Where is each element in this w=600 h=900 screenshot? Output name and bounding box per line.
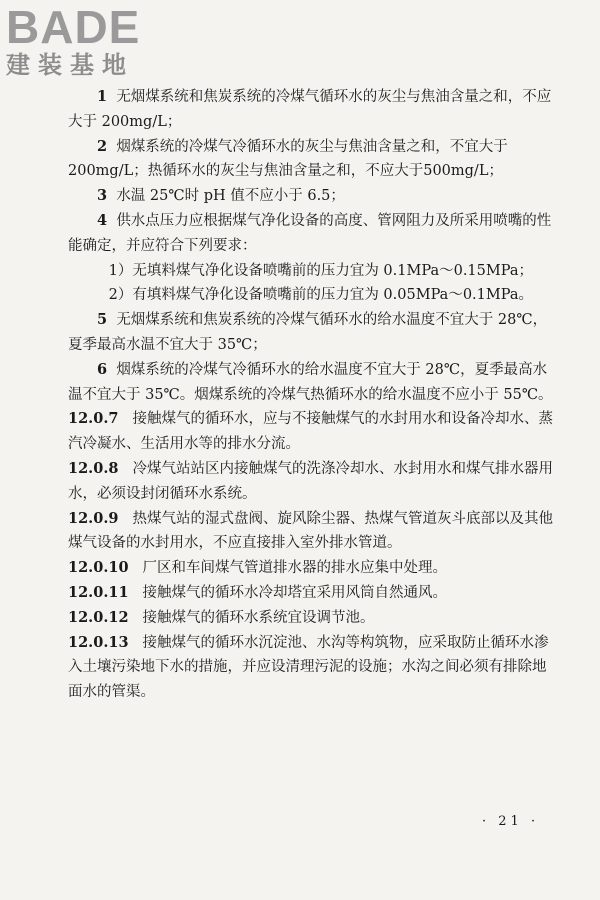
clause: 12.0.13 接触煤气的循环水沉淀池、水沟等构筑物，应采取防止循环水渗入土壤污染地下水的措施，并应设清理污泥的设施；水沟之间必须有排除地面水的管渠。 (68, 633, 549, 701)
list-item: 4 供水点压力应根据煤气净化设备的高度、管网阻力及所采用喷嘴的性能确定，并应符合下列要求： (68, 211, 552, 254)
list-item: 3 水温 25℃时 pH 值不应小于 6.5； (97, 187, 345, 205)
list-item: 5 无烟煤系统和焦炭系统的冷煤气循环水的给水温度不宜大于 28℃，夏季最高水温不宜大于 35℃； (68, 311, 548, 353)
sub-item: 2）有填料煤气净化设备喷嘴前的压力宜为 0.05MPa～0.1MPa。 (108, 287, 533, 304)
list-item: 1 无烟煤系统和焦炭系统的冷煤气循环水的灰尘与焦油含量之和，不应大于 200mg/L； (68, 88, 552, 130)
clause: 12.0.11 接触煤气的循环水冷却塔宜采用风筒自然通风。 (68, 583, 448, 601)
page-number: · 21 · (482, 814, 540, 829)
clause: 12.0.8 冷煤气站站区内接触煤气的洗涤冷却水、水封用水和煤气排水器用水，必须设封闭循环水系统。 (68, 459, 553, 502)
clause: 12.0.12 接触煤气的循环水系统宜设调节池。 (68, 608, 375, 626)
logo-text-cn: 建装基地 (6, 51, 134, 79)
watermark-logo (6, 1, 176, 80)
clause: 12.0.7 接触煤气的循环水，应与不接触煤气的水封用水和设备冷却水、蒸汽冷凝水、生活用水等的排水分流。 (68, 410, 553, 453)
clause: 12.0.9 热煤气站的湿式盘阀、旋风除尘器、热煤气管道灰斗底部以及其他煤气设备的水封用水，不应直接排入室外排水管道。 (68, 509, 553, 552)
clause: 12.0.10 厂区和车间煤气管道排水器的排水应集中处理。 (68, 559, 448, 577)
sub-item: 1）无填料煤气净化设备喷嘴前的压力宜为 0.1MPa～0.15MPa； (108, 262, 533, 279)
logo-text-en: BADE (6, 1, 141, 53)
list-item: 2 烟煤系统的冷煤气冷循环水的灰尘与焦油含量之和，不宜大于 200mg/L；热循环水的灰尘与焦油含量之和，不应大于500mg/L； (68, 137, 508, 180)
list-item: 6 烟煤系统的冷煤气冷循环水的给水温度不宜大于 28℃，夏季最高水温不宜大于 35℃。烟煤系统的冷煤气热循环水的给水温度不应小于 55℃。 (68, 360, 553, 403)
page-body (68, 85, 553, 705)
